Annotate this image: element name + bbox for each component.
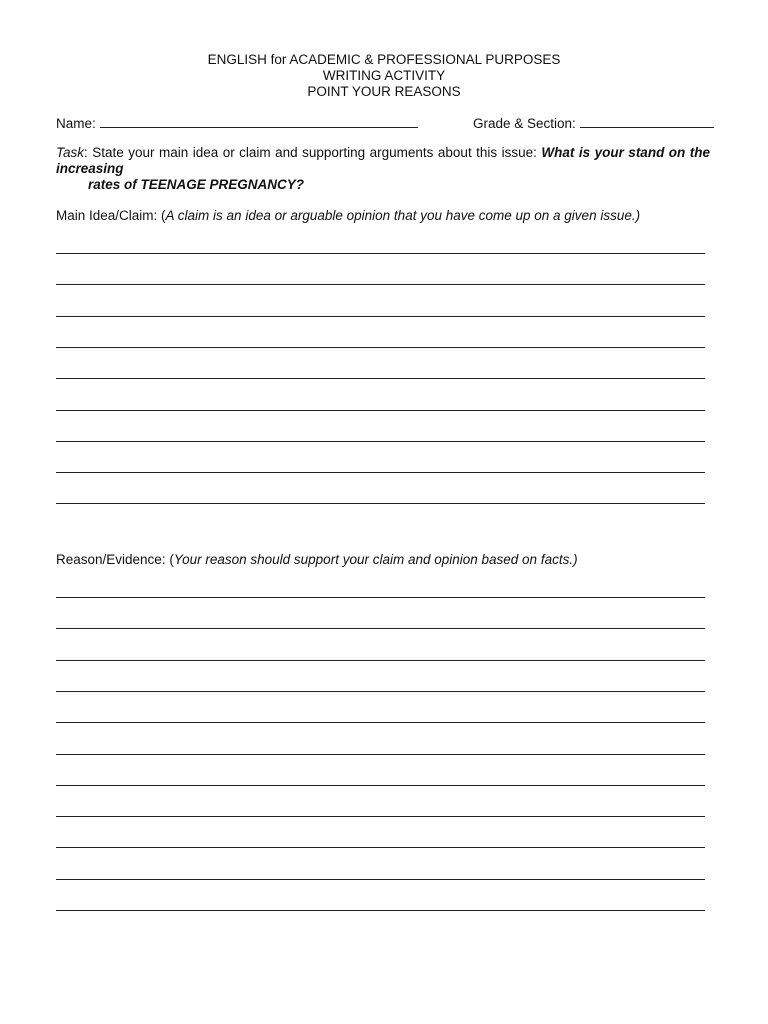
main-idea-label: Main Idea/Claim: (	[56, 208, 166, 223]
name-field[interactable]	[56, 115, 418, 131]
reason-hint: Your reason should support your claim and opinion based on facts.)	[173, 552, 578, 567]
activity-title: WRITING ACTIVITY	[322, 68, 446, 83]
grade-section-blank[interactable]	[580, 115, 714, 128]
writing-line[interactable]	[56, 316, 705, 317]
writing-line[interactable]	[56, 628, 705, 629]
writing-line[interactable]	[56, 284, 705, 285]
writing-line[interactable]	[56, 660, 705, 661]
writing-line[interactable]	[56, 785, 705, 786]
task-line-1: Task: State your main idea or claim and supporting arguments about this issue: What is your stand on the	[56, 145, 710, 160]
grade-section-field[interactable]	[473, 115, 714, 131]
task-line-3	[56, 177, 710, 193]
writing-line[interactable]	[56, 597, 705, 598]
task-text: State your main idea or claim and supporting arguments about this issue:	[92, 145, 542, 160]
main-idea-heading	[56, 208, 640, 223]
writing-line[interactable]	[56, 410, 705, 411]
writing-line[interactable]	[56, 347, 705, 348]
writing-line[interactable]	[56, 691, 705, 692]
writing-line[interactable]	[56, 910, 705, 911]
reason-label: Reason/Evidence: (	[56, 552, 174, 567]
task-question-2: increasing	[56, 161, 124, 176]
worksheet-header	[0, 52, 768, 100]
reason-writing-area[interactable]	[56, 597, 705, 912]
writing-line[interactable]	[56, 378, 705, 379]
writing-line[interactable]	[56, 816, 705, 817]
task-instructions	[56, 145, 710, 193]
writing-line[interactable]	[56, 754, 705, 755]
task-topic: TEENAGE PREGNANCY?	[140, 177, 305, 192]
writing-line[interactable]	[56, 253, 705, 254]
name-blank[interactable]	[100, 115, 418, 128]
task-label: Task	[56, 145, 85, 160]
main-idea-writing-area[interactable]	[56, 253, 705, 505]
writing-line[interactable]	[56, 847, 705, 848]
writing-line[interactable]	[56, 472, 705, 473]
writing-line[interactable]	[56, 879, 705, 880]
task-line-2	[56, 161, 710, 177]
course-title: ENGLISH for ACADEMIC & PROFESSIONAL PURPOSES	[207, 52, 561, 67]
writing-line[interactable]	[56, 503, 705, 504]
activity-subtitle: POINT YOUR REASONS	[307, 84, 461, 99]
writing-line[interactable]	[56, 722, 705, 723]
task-question-1: What is your stand on the	[541, 145, 710, 160]
task-question-3-prefix: rates of	[88, 177, 141, 192]
reason-heading	[56, 552, 578, 567]
grade-section-label: Grade & Section:	[473, 116, 580, 131]
name-label: Name:	[56, 116, 100, 131]
main-idea-hint: A claim is an idea or arguable opinion that you have come up on a given issue.)	[165, 208, 641, 223]
writing-line[interactable]	[56, 441, 705, 442]
